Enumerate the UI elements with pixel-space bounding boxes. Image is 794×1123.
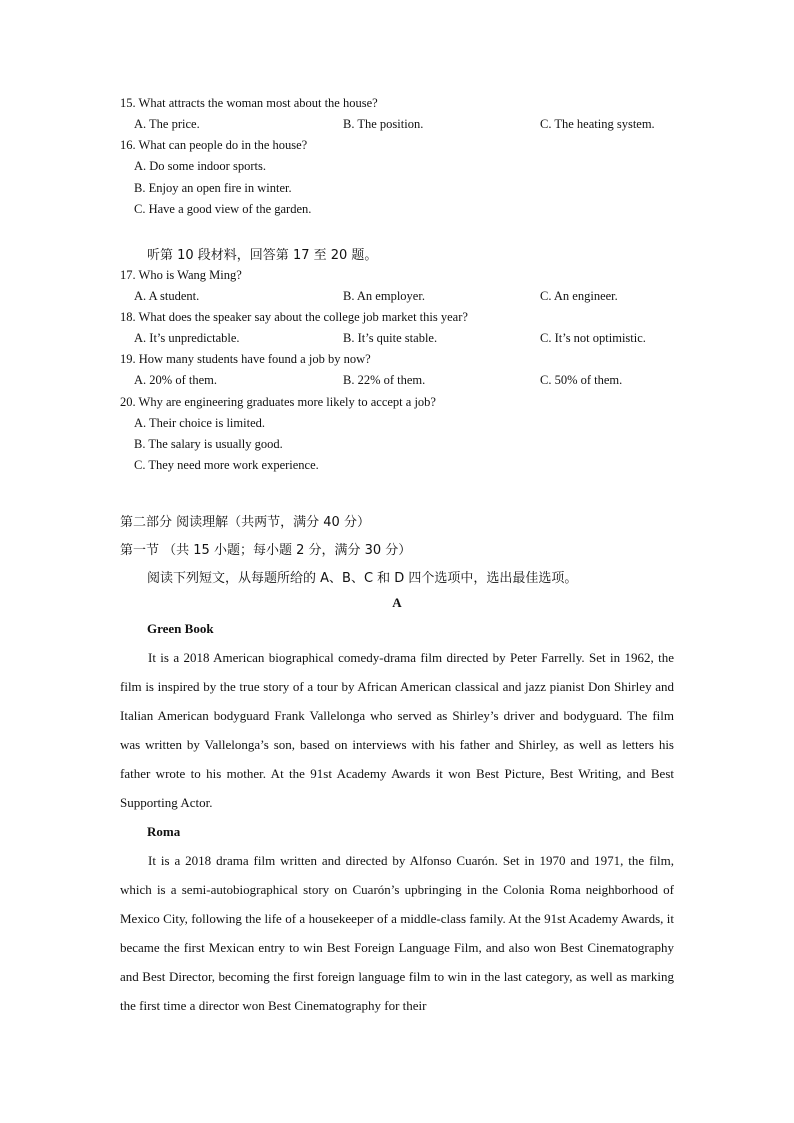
question-stem: 16. What can people do in the house?: [120, 138, 308, 152]
option-b: B. It’s quite stable.: [343, 331, 438, 345]
option-b: B. The position.: [343, 117, 424, 131]
option-a: A. Their choice is limited.: [134, 416, 265, 430]
option-c: C. Have a good view of the garden.: [134, 202, 312, 216]
article-title: Roma: [147, 824, 181, 839]
listening-instruction: 听第 10 段材料，回答第 17 至 20 题。: [147, 248, 378, 263]
question-stem: 17. Who is Wang Ming?: [120, 268, 242, 282]
article-body: It is a 2018 American biographical comedy-drama film directed by Peter Farrelly. Set in 1962, the film is inspired by the true story of a tour by African American classical and jazz pianist Don Shirley and Italian American bodyguard Frank Vallelonga who served as Shirley’s driver and bodyguard. The film was written by Vallelonga’s son, based on interviews with his father and Shirley, as well as letters his father wrote to his mother. At the 91st Academy Awards it won Best Picture, Best Writing, and Best Supporting Actor.: [120, 650, 674, 810]
article-title: Green Book: [147, 621, 214, 636]
option-c: C. They need more work experience.: [134, 458, 319, 472]
option-c: C. It’s not optimistic.: [540, 331, 646, 345]
option-b: B. Enjoy an open fire in winter.: [134, 181, 292, 195]
reading-instruction: 阅读下列短文，从每题所给的 A、B、C 和 D 四个选项中，选出最佳选项。: [147, 571, 578, 586]
question-stem: 19. How many students have found a job by now?: [120, 352, 371, 366]
passage-label: A: [392, 595, 402, 610]
option-c: C. 50% of them.: [540, 373, 623, 387]
option-a: A. A student.: [134, 289, 200, 303]
section-one-heading: 第一节 （共 15 小题；每小题 2 分，满分 30 分）: [120, 543, 412, 558]
question-stem: 20. Why are engineering graduates more likely to accept a job?: [120, 395, 436, 409]
question-stem: 15. What attracts the woman most about the house?: [120, 96, 378, 110]
option-a: A. The price.: [134, 117, 200, 131]
part-two-heading: 第二部分 阅读理解（共两节，满分 40 分）: [120, 515, 370, 530]
option-a: A. Do some indoor sports.: [134, 159, 266, 173]
option-b: B. The salary is usually good.: [134, 437, 283, 451]
article-body: It is a 2018 drama film written and directed by Alfonso Cuarón. Set in 1970 and 1971, the film, which is a semi-autobiographical story on Cuarón’s upbringing in the Colonia Roma neighborhood of Mexico City, following the life of a housekeeper of a middle-class family. At the 91st Academy Awards, it became the first Mexican entry to win Best Foreign Language Film, and also won Best Cinematography and Best Director, becoming the first foreign language film to win in the last category, as well as marking the first time a director won Best Cinematography for their: [120, 853, 674, 1013]
question-stem: 18. What does the speaker say about the college job market this year?: [120, 310, 468, 324]
option-b: B. An employer.: [343, 289, 425, 303]
option-b: B. 22% of them.: [343, 373, 426, 387]
option-c: C. An engineer.: [540, 289, 618, 303]
option-c: C. The heating system.: [540, 117, 655, 131]
option-a: A. It’s unpredictable.: [134, 331, 240, 345]
option-a: A. 20% of them.: [134, 373, 217, 387]
